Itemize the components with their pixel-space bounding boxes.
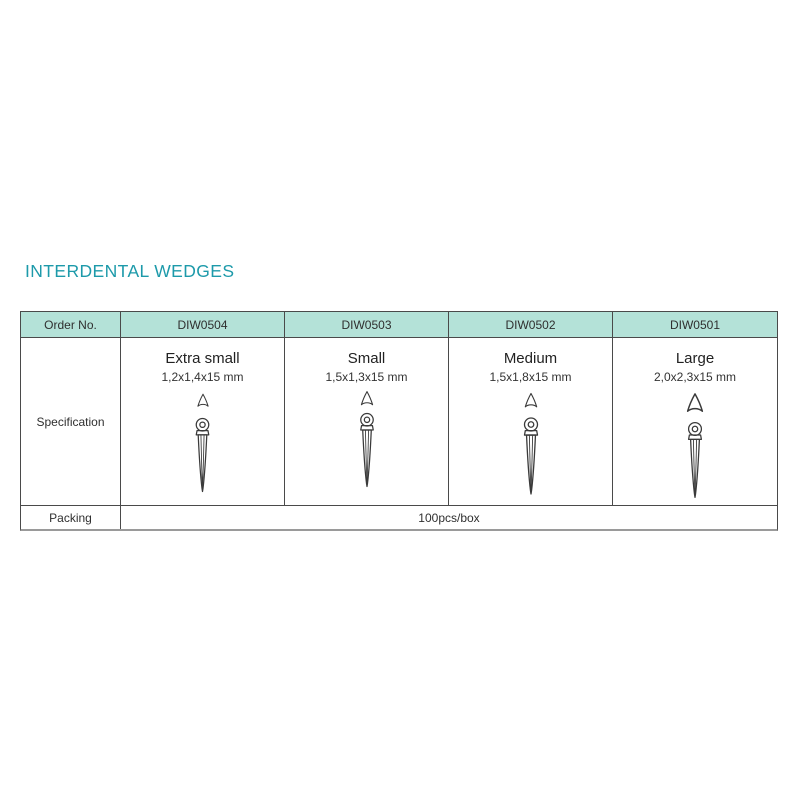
order-no-diw0504: DIW0504	[121, 312, 285, 338]
size-dimensions: 1,5x1,3x15 mm	[325, 370, 408, 384]
wedge-side-view-icon	[518, 416, 544, 498]
wedge-drawing	[518, 390, 544, 498]
wedge-side-view-icon	[353, 412, 381, 490]
spec-cell-medium	[449, 338, 613, 506]
size-dimensions: 2,0x2,3x15 mm	[653, 370, 737, 384]
wedge-cross-section-icon	[682, 390, 708, 416]
size-dimensions: 1,2x1,4x15 mm	[161, 370, 244, 384]
order-no-diw0501: DIW0501	[613, 312, 777, 338]
wedge-drawing	[353, 390, 381, 490]
spec-table	[20, 311, 778, 531]
spec-cell-small	[285, 338, 449, 506]
packing-row-label: Packing	[21, 506, 121, 529]
wedge-side-view-icon	[679, 421, 711, 501]
wedge-drawing	[679, 390, 711, 501]
spec-cell-large	[613, 338, 777, 506]
order-no-diw0503: DIW0503	[285, 312, 449, 338]
specification-row-label: Specification	[21, 338, 121, 506]
wedge-side-view-icon	[190, 416, 215, 496]
size-name: Small	[347, 350, 386, 367]
wedge-cross-section-icon	[194, 390, 212, 411]
size-name: Extra small	[165, 350, 240, 367]
spec-cell-extra-small	[121, 338, 285, 506]
order-no-diw0502: DIW0502	[449, 312, 613, 338]
size-name: Medium	[503, 350, 558, 367]
size-dimensions: 1,5x1,8x15 mm	[489, 370, 572, 384]
packing-value: 100pcs/box	[418, 510, 480, 525]
size-name: Large	[675, 350, 715, 367]
page-title: INTERDENTAL WEDGES	[25, 261, 235, 281]
wedge-cross-section-icon	[356, 390, 378, 407]
wedge-drawing	[190, 390, 215, 496]
wedge-cross-section-icon	[521, 390, 541, 411]
order-no-header-cell: Order No.	[21, 312, 121, 338]
